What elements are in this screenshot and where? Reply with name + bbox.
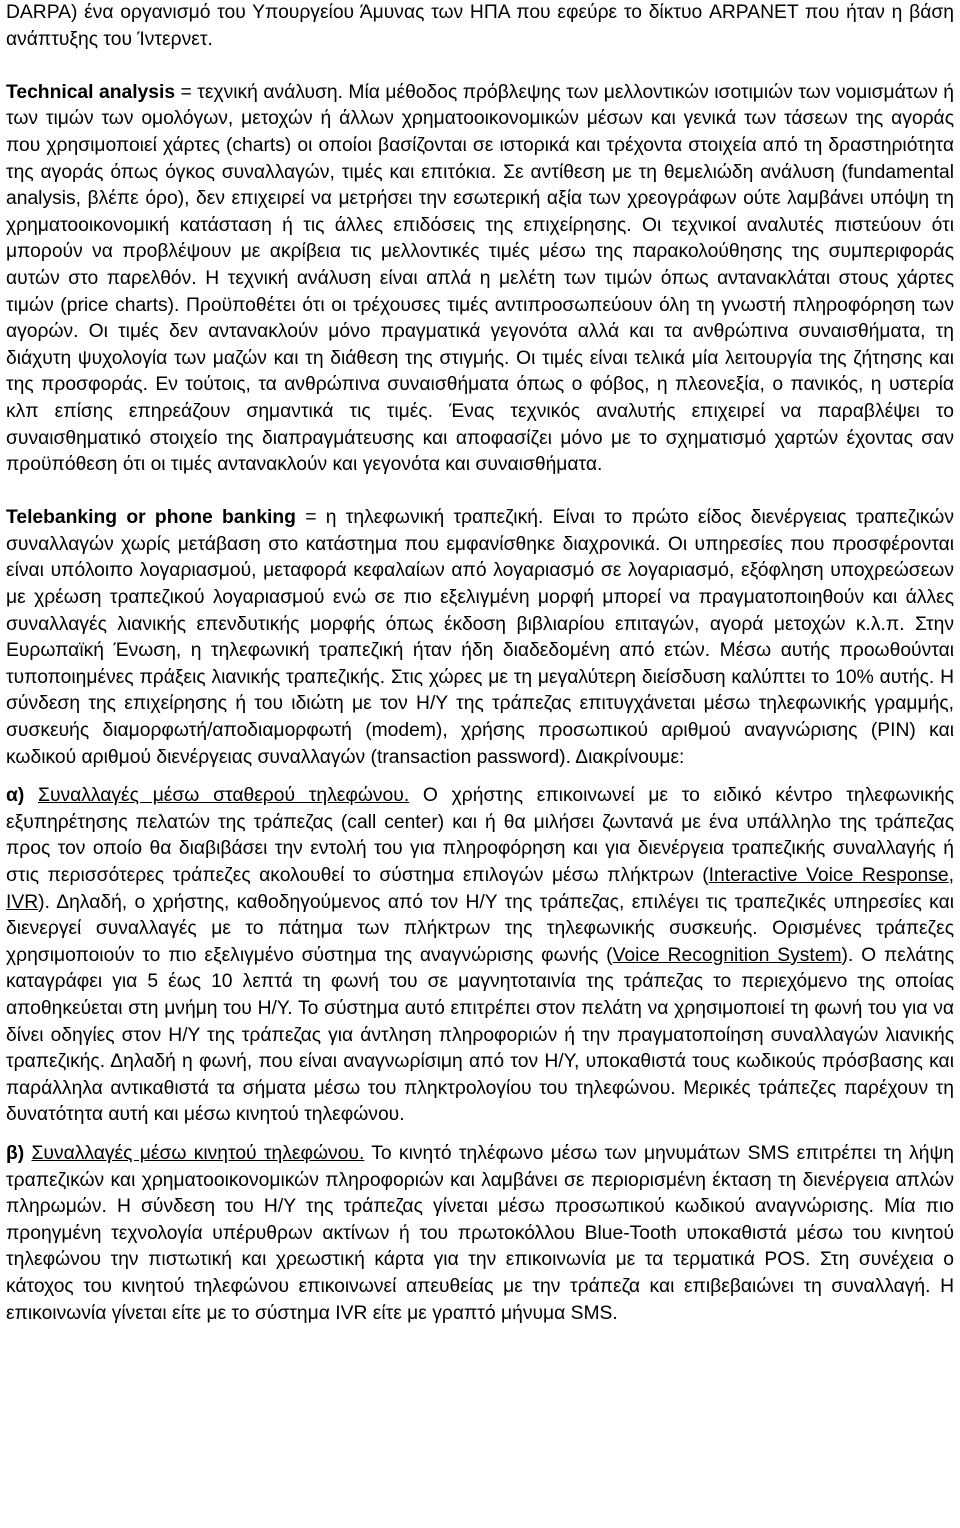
telebanking-translation: η τηλεφωνική τραπεζική. <box>325 507 544 529</box>
item-a-body-3: ). Ο πελάτης καταγράφει για 5 έως 10 λεπτά τη φωνή του σε μαγνητοταινία της τράπεζας το περιεχόμενο της οποίας αποθηκεύεται στη μνήμη του Η/Υ. Το σύστημα αυτό επιτρέπει στον πελάτη να χρησιμοποιεί τη φωνή του για να δίνει οδηγίες στον Η/Υ της τράπεζας για άντληση πληροφοριών ή την πραγματοποίηση συναλλαγών λιανικής τραπεζικής. Δηλαδή η φωνή, που είναι αναγνωρίσιμη από τον Η/Υ, υποκαθιστά τους κωδικούς πρόσβασης και παράλληλα αντικαθιστά τα σήματα μέσω του πληκτρολογίου του τηλεφώνου. Μερικές τράπεζες παρέχουν τη δυνατότητα αυτή και μέσω κινητού τηλεφώνου. <box>6 944 955 1126</box>
telebanking-body: Είναι το πρώτο είδος διενέργειας τραπεζικών συναλλαγών χωρίς μετάβαση στο κατάστημα που εμφανίσθηκε διαχρονικά. Οι υπηρεσίες που προσφέρονται είναι υπόλοιπο λογαριασμού, μεταφορά κεφαλαίων από λογαριασμό σε λογαριασμό, εξόφληση υποχρεώσεων με χρέωση τραπεζικού λογαριασμού ενώ σε πιο εξελιγμένη μορφή μπορεί να πραγματοποιηθούν και άλλες συναλλαγές λιανικής επενδυτικής μορφής όπως έκδοση βιβλιαρίου επιταγών, αγορά μετοχών κ.λ.π. Στην Ευρωπαϊκή Ένωση, η τηλεφωνική τραπεζική ήταν ήδη διαδεδομένη από ετών. Μέσω αυτής προωθούνται τυποποιημένες πράξεις λιανικής τραπεζικής. Στις χώρες με τη μεγαλύτερη διείσδυση καλύπτει το 10% αυτής. Η σύνδεση της επιχείρησης ή του ιδιώτη με τον Η/Υ της τράπεζας επιτυγχάνεται μέσω τηλεφωνικής γραμμής, συσκευής διαμορφωτή/αποδιαμορφωτή (modem), χρήσης προσωπικού αριθμού αναγνώρισης (PIN) και κωδικού αριθμού διενέργειας συναλλαγών (transaction password). Διακρίνουμε: <box>6 507 954 768</box>
spacer <box>6 479 954 506</box>
technical-analysis-term: Technical analysis <box>6 81 176 103</box>
technical-analysis-body: Μία μέθοδος πρόβλεψης των μελλοντικών ισοτιμιών των νομισμάτων ή των τιμών των ομολόγων, μετοχών ή άλλων χρηματοοικονομικών μέσων και γενικά των τάσεων της αγοράς που χρησιμοποιεί χάρτες (charts) οι οποίοι βασίζονται σε ιστορικά και τρέχοντα στοιχεία από τη δραστηριότητα της αγοράς όπως όγκος συναλλαγών, τιμές και επιτόκια. Σε αντίθεση με τη θεμελιώδη ανάλυση (fundamental analysis, βλέπε όρο), δεν επιχειρεί να μετρήσει την εσωτερική αξία των χρεογράφων ούτε λαμβάνει υπόψη τη χρηματοοικονομική κατάσταση ή τις άλλες επιδόσεις της επιχείρησης. Οι τεχνικοί αναλυτές πιστεύουν ότι μπορούν να προβλέψουν με ακρίβεια τις μελλοντικές τιμές μέσω της παρακολούθησης της συμπεριφοράς αυτών στο παρελθόν. Η τεχνική ανάλυση είναι απλά η μελέτη των τιμών όπως αντανακλάται στους χάρτες τιμών (price charts). Προϋποθέτει ότι οι τρέχουσες τιμές αντιπροσωπεύουν όλη τη γνωστή πληροφόρηση των αγορών. Οι τιμές δεν αντανακλούν μόνο πραγματικά γεγονότα αλλά και τα ανθρώπινα συναισθήματα, τη διάχυτη ψυχολογία των μαζών και τη διάθεση της στιγμής. Οι τιμές είναι τελικά μία λειτουργία της ζήτησης και της προσφοράς. Εν τούτοις, τα ανθρώπινα συναισθήματα όπως ο φόβος, η πλεονεξία, ο πανικός, η υστερία κλπ επίσης επηρεάζουν σημαντικά τις τιμές. Ένας τεχνικός αναλυτής επιχειρεί να παραβλέψει το συναισθηματικό στοιχείο της διαπραγμάτευσης και αποφασίζει μόνο με το σχηματισμό χαρτών έχοντας σαν προϋπόθεση ότι οι τιμές αντανακλούν και γεγονότα και συναισθήματα. <box>6 81 954 476</box>
ivr-link: Interactive Voice Response, IVR <box>6 865 954 913</box>
item-b-title: Συναλλαγές μέσω κινητού τηλεφώνου. <box>31 1142 365 1164</box>
telebanking-term: Telebanking or phone banking <box>6 507 296 529</box>
item-b-marker: β) <box>6 1142 25 1164</box>
item-b-paragraph <box>6 1141 954 1327</box>
telebanking-entry <box>6 505 954 771</box>
spacer <box>6 771 954 783</box>
item-a-body-2: ). Δηλαδή, ο χρήστης, καθοδηγούμενος από τον Η/Υ της τράπεζας, επιλέγει τις τραπεζικές υπηρεσίες και διενεργεί συναλλαγές με το πάτημα των πλήκτρων της τηλεφωνικής συσκευής. Ορισμένες τράπεζες χρησιμοποιούν το πιο εξελιγμένο σύστημα της αναγνώρισης φωνής ( <box>6 891 954 966</box>
item-a-title: Συναλλαγές μέσω σταθερού τηλεφώνου. <box>38 785 410 807</box>
equals-sign: = <box>295 507 326 529</box>
intro-text: DARPA) ένα οργανισμό του Υπουργείου Άμυνας των ΗΠΑ που εφεύρε το δίκτυο ARPANET που ήταν η βάση ανάπτυξης του Ίντερνετ. <box>6 2 954 50</box>
item-a-paragraph <box>6 783 954 1129</box>
item-b-body: Το κινητό τηλέφωνο μέσω των μηνυμάτων SMS επιτρέπει τη λήψη τραπεζικών και χρηματοοικονομικών πληροφοριών και λαμβάνει σε περιορισμένη έκταση τη διενέργεια απλών πληρωμών. Η σύνδεση του Η/Υ της τράπεζας γίνεται μέσω προσωπικού κωδικού αναγνώρισης. Μία πιο προηγμένη τεχνολογία υπέρυθρων ακτίνων ή του πρωτοκόλλου Blue-Tooth υποκαθιστά μέσω του κινητού τηλεφώνου την πιστωτική και χρεωστική κάρτα για την επικοινωνία με τα τερματικά POS. Στη συνέχεια ο κάτοχος του κινητού τηλεφώνου επικοινωνεί απευθείας με την τράπεζα και επιβεβαιώνει τη συναλλαγή. Η επικοινωνία γίνεται είτε με το σύστημα IVR είτε με γραπτό μήνυμα SMS. <box>6 1142 954 1324</box>
spacer <box>6 1129 954 1141</box>
item-a-body-1: Ο χρήστης επικοινωνεί με το ειδικό κέντρο τηλεφωνικής εξυπηρέτησης πελατών της τράπεζας (call center) και ή θα μιλήσει ζωντανά με ένα υπάλληλο της τράπεζας προς τον οποίο θα διαβιβάσει την εντολή του για πληροφόρηση και για διενέργεια τραπεζικής συναλλαγής ή στις περισσότερες τράπεζες ακολουθεί το σύστημα επιλογών μέσω πλήκτρων ( <box>6 785 954 886</box>
intro-paragraph <box>6 0 954 53</box>
technical-analysis-entry <box>6 80 954 479</box>
technical-analysis-translation: τεχνική ανάλυση. <box>197 81 343 103</box>
spacer <box>6 53 954 80</box>
voice-recognition-link: Voice Recognition System <box>612 944 842 966</box>
equals-sign: = <box>175 81 198 103</box>
item-a-marker: α) <box>6 785 25 807</box>
